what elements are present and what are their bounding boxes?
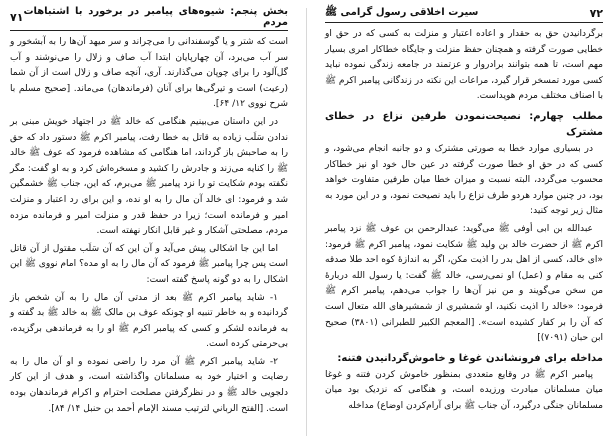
right-paragraph-1: در بسیاری موارد خطا به صورتی مشترک و دو جانبه انجام می‌شود، و کسی که در حق او خطا صورت گرفته در عین حال خود او نیز خطاکار محسوب می‌گردد، البته نسبت و میزان خطا میان طرفین متفاوت خواهد بود، در چنین موارد هردو طرف نزاع را باید نصیحت نمود، و در این مورد به مثال زیر توجه کنید: [325, 143, 603, 217]
right-page-number: ۷۲ [589, 6, 603, 20]
right-page [313, 0, 613, 444]
right-closing-paragraph: پیامبر اکرم ﷺ در وقایع متعددی بمنظور خاموش کردن فتنه و غوغا میان مسلمانان مبادرت ورزیده است، و هنگامی که نزدیک بود میان مسلمانان جنگی درگیرد، آن جناب ﷺ برای آرام‌کردن اوضاع) مداخله [325, 369, 603, 411]
left-page-header [10, 6, 288, 31]
left-paragraph-4: ۱- شاید پیامبر اکرم ﷺ بعد از مدتی آن مال را به آن شخص باز گردانیده و به خاطر تنبیه او چونکه عوف بن مالک ﷺ به خالد ﷺ بد گفته و به فرمانده لشکر و کسی که پیامبر اکرم ﷺ او را به فرماندهی برگزیده، بی‌حرمتی کرده است. [10, 292, 288, 350]
left-page [0, 0, 300, 444]
right-page-header [325, 6, 603, 23]
right-paragraph-2: عبدالله بن ابی أوفی ﷺ می‌گوید: عبدالرحمن بن عوف ﷺ نزد پیامبر اکرم ﷺ از حضرت خالد بن ولید ﷺ شکایت نمود، پیامبر اکرم ﷺ فرمود: «ای خالد، کسی از اهل بدر را اذیت مکن، اگر به اندازهٔ کوه احد طلا صدقه کنی به مقام و (عمل) او نمی‌رسی، خالد ﷺ گفت: یا رسول الله دربارهٔ من سخن می‌گویند و من نیز آن‌ها را جواب می‌دهم، پیامبر اکرم ﷺ فرمود: «خالد را اذیت نکنید، او شمشیری از شمشیرهای الله متعال است که آن را بر کفار کشیده است». [المعجم الکبیر للطبرانی (۳۸۰۱) صحیح ابن حبان (۷۰۹۱)] [325, 223, 603, 344]
left-paragraph-5: ۲- شاید پیامبر اکرم ﷺ آن مرد را راضی نموده و او آن مال را به رضایت و اختیار خود به مسلمانان واگذاشته است، و هدف از این کار دلجویی خالد ﷺ و در نظرگرفتن مصلحت احترام و اکرام فرماندهان بوده است. [الفتح الرباني لترتيب مسند الإمام أحمد بن حنبل ۱۴/ ۸۴]. [10, 356, 288, 414]
left-paragraph-3: اما این جا اشکالی پیش می‌آید و آن این که آن سَلَب مقتول از آن قاتل است پس چرا پیامبر ﷺ فرمود که آن مال را به او مده؟ امام نووی ﷺ این اشکال را به دو گونه پاسخ گفته است: [10, 243, 288, 285]
left-page-title: بخش پنجم: شیوه‌های پیامبر در برخورد با اشتباهات مردم [23, 6, 288, 28]
subsection-heading: مداخله برای فرونشاندن غوغا و خاموش‌گردانیدن فتنه: [337, 352, 603, 364]
left-paragraph-1: است که شتر و یا گوسفندانی را می‌چراند و سر میهد آن‌ها را به آبشخور و سر آب می‌برد، آن چهارپایان ابتدا آب صاف و زلال را می‌نوشند و آب گل‌آلود را برای چوپان می‌گذارند. آری، آنچه صاف و زلال است از آن شما (رعیت) است و تیرگی‌ها برای آنان (فرماندهان) می‌ماند. [صحیح مسلم با شرح نووی ۱۲/ ۶۴]. [10, 37, 288, 110]
right-intro-paragraph: برگردانیدن حق به حقدار و اعاده اعتبار و منزلت به کسی که در حق او خطایی صورت گرفته و همچنان حفظ منزلت و جایگاه خطاکار امری بسیار مهم است، تا همه بتوانند برادروار و عزتمند در جامعه زندگی نموده نباید کسی مورد تمسخر قرار گیرد، مراعات این نکته در زندگانی پیامبر اکرم ﷺ با اصناف مختلف مردم هویداست. [325, 29, 603, 102]
page-gutter [306, 8, 307, 436]
right-page-title: سیرت اخلاقی رسول گرامی ﷺ [325, 7, 479, 18]
section-heading-4: مطلب چهارم: نصیحت‌نمودن طرفین نزاع در خطای مشترک [325, 110, 603, 138]
left-paragraph-2: در این داستان می‌بینیم هنگامی که خالد ﷺ در اجتهاد خویش مبنی بر ندادن سَلَب زیاده به قاتل به خطا رفت، پیامبر اکرم ﷺ دستور داد که حق را به صاحبش باز گرداند، اما هنگامی که مشاهده فرمود که عوف ﷺ خالد ﷺ را کنایه می‌زند و جادرش را کشید و مسخره‌اش کرد و به او گفت: مگر نگفته بودم شکایت تو را نزد پیامبر ﷺ می‌برم، که این، جناب ﷺ خشمگین شد و فرمود: ای خالد آن مال را به او نده، و این برای رد اعتبار و منزلت امیر و فرمانده است؛ زیرا در حفظ قدر و منزلت امیر و فرمانده مزده مردم، مصلحتی آشکار و غیر قابل انکار نهفته است. [10, 116, 288, 237]
left-page-number: ۷۱ [10, 10, 24, 24]
